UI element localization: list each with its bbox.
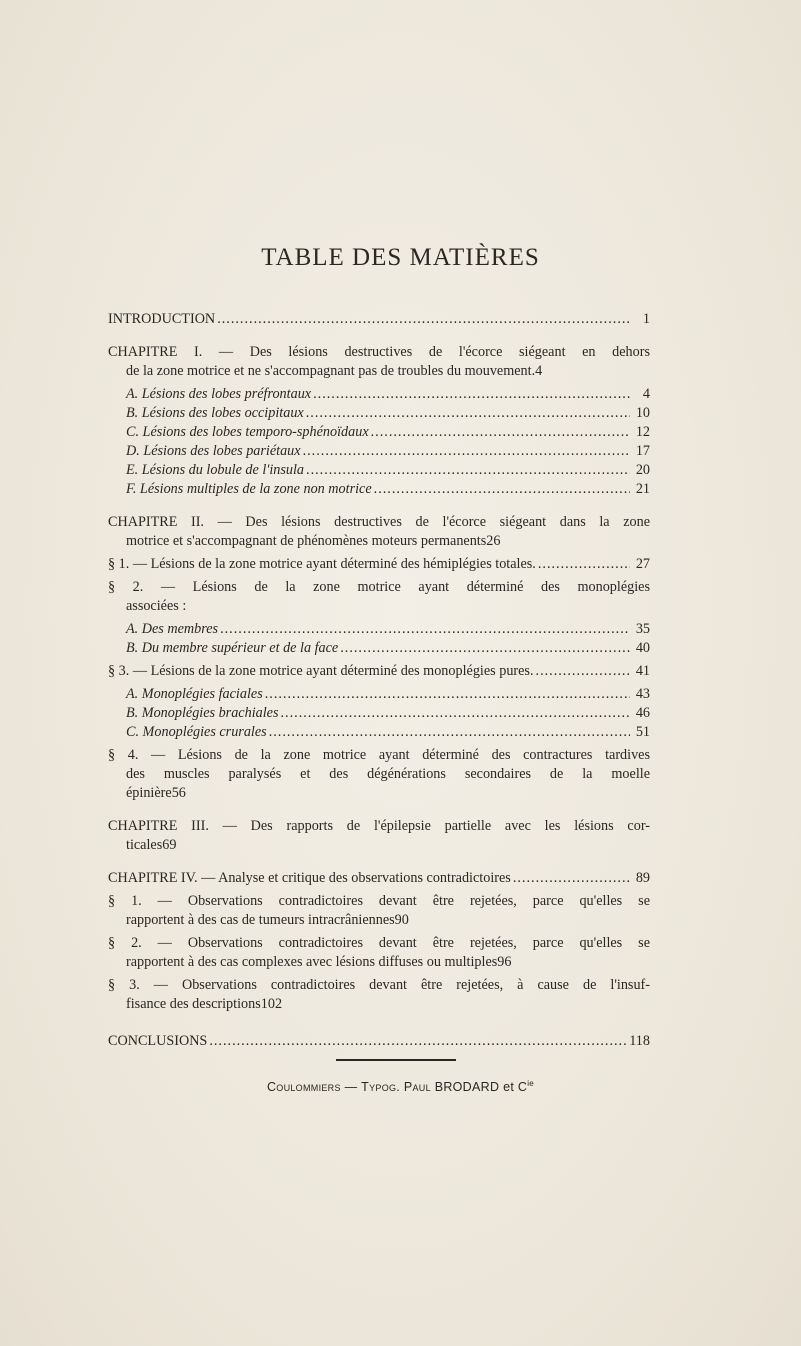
- imprint-typo: Typog.: [361, 1080, 401, 1095]
- toc-continuation: [108, 362, 650, 381]
- toc-continuation: [108, 532, 650, 551]
- leader-dots: [281, 704, 631, 723]
- toc-last-line: [126, 784, 650, 803]
- toc-page-number: 17: [635, 443, 650, 459]
- toc-label: CONCLUSIONS: [108, 1033, 208, 1049]
- leader-dots: [313, 385, 630, 404]
- toc-label: A. Monoplégies faciales: [126, 686, 263, 702]
- imprint-printer-sup: ie: [527, 1079, 535, 1088]
- toc-label-line: rapportent à des cas complexes avec lésions diffuses ou multiples: [126, 954, 498, 970]
- leader-dots: [513, 869, 630, 888]
- toc-label: E. Lésions du lobule de l'insula: [126, 462, 305, 478]
- toc-entry-ch1-f[interactable]: [108, 480, 650, 499]
- leader-dots: [209, 1032, 627, 1051]
- toc-entry-ch2-s3-c[interactable]: [108, 723, 650, 742]
- leader-dots: [303, 442, 630, 461]
- toc-page-number: 27: [635, 556, 650, 572]
- leader-dots: [265, 685, 630, 704]
- imprint-printer-first: Paul: [403, 1080, 431, 1095]
- toc-label-line: ticales: [126, 837, 163, 853]
- toc-label-line: § 1. — Observations contradictoires devant être rejetées, parce qu'elles se: [108, 893, 650, 909]
- toc-label: D. Lésions des lobes pariétaux: [126, 443, 301, 459]
- toc-page-number: 118: [629, 1033, 650, 1049]
- toc-label: B. Monoplégies brachiales: [126, 705, 279, 721]
- toc-page-number: 89: [635, 870, 650, 886]
- toc-label-line: § 3. — Observations contradictoires devant être rejetées, à cause de l'insuf-: [108, 977, 650, 993]
- toc-page-number: 41: [635, 663, 650, 679]
- toc-continuation: [108, 597, 650, 616]
- toc-label-line: CHAPITRE I. — Des lésions destructives de l'écorce siégeant en dehors: [108, 344, 650, 360]
- imprint-printer-name: BRODARD et C: [434, 1080, 528, 1095]
- toc-page-number: 4: [642, 386, 650, 402]
- toc-label-line: CHAPITRE III. — Des rapports de l'épilepsie partielle avec les lésions cor-: [108, 818, 650, 834]
- leader-dots: [371, 423, 630, 442]
- toc-label: CHAPITRE IV. — Analyse et critique des observations contradictoires: [108, 870, 511, 886]
- toc-continuation: [108, 836, 650, 855]
- toc-continuation: [108, 765, 650, 803]
- toc-entry-ch2-s2-a[interactable]: [108, 620, 650, 639]
- toc-page-number: 40: [635, 640, 650, 656]
- toc-entry-ch4-s1[interactable]: [108, 892, 650, 930]
- toc-entry-ch1-a[interactable]: [108, 385, 650, 404]
- printer-imprint: [0, 1079, 801, 1094]
- toc-entry-ch1-b[interactable]: [108, 404, 650, 423]
- toc-entry-ch2-s2-b[interactable]: [108, 639, 650, 658]
- toc-entry-conclusions[interactable]: [108, 1032, 650, 1051]
- toc-entry-chapter-3[interactable]: [108, 817, 650, 855]
- toc-entry-ch2-s4[interactable]: [108, 746, 650, 803]
- toc-entry-chapter-4[interactable]: [108, 869, 650, 888]
- toc-label: A. Des membres: [126, 621, 219, 637]
- imprint-city: Coulommiers: [266, 1080, 341, 1095]
- toc-page-number: 102: [260, 996, 283, 1012]
- toc-page-number: 12: [635, 424, 650, 440]
- toc-label-line: de la zone motrice et ne s'accompagnant pas de troubles du mouvement.: [126, 363, 536, 379]
- toc-label-line: des muscles paralysés et des dégénérations secondaires de la moelle: [126, 766, 650, 782]
- leader-dots: [269, 723, 630, 742]
- page-title: TABLE DES MATIÈRES: [261, 244, 540, 271]
- toc-label-line: épinière: [126, 785, 172, 801]
- toc-continuation: [108, 911, 650, 930]
- toc-label: A. Lésions des lobes préfrontaux: [126, 386, 312, 402]
- toc-page-number: 46: [635, 705, 650, 721]
- toc-page-number: 56: [171, 785, 186, 801]
- toc-page-number: 51: [635, 724, 650, 740]
- toc-continuation: [108, 953, 650, 972]
- toc-page-number: 43: [635, 686, 650, 702]
- toc-label: F. Lésions multiples de la zone non motrice: [126, 481, 372, 497]
- toc-label-line: rapportent à des cas de tumeurs intracrâniennes: [126, 912, 395, 928]
- toc-label-line: CHAPITRE II. — Des lésions destructives de l'écorce siégeant dans la zone: [108, 514, 650, 530]
- toc-page-number: 1: [642, 311, 650, 327]
- toc-page-number: 69: [162, 837, 177, 853]
- toc-page-number: 26: [486, 533, 501, 549]
- leader-dots: [340, 639, 630, 658]
- leader-dots: [217, 310, 630, 329]
- toc-page-number: 4: [535, 363, 543, 379]
- toc-label: B. Lésions des lobes occipitaux: [126, 405, 304, 421]
- toc-label-line: § 2. — Observations contradictoires devant être rejetées, parce qu'elles se: [108, 935, 650, 951]
- toc-entry-ch2-s3-b[interactable]: [108, 704, 650, 723]
- toc-entry-chapter-2[interactable]: [108, 513, 650, 551]
- toc-entry-ch2-s3-a[interactable]: [108, 685, 650, 704]
- toc-entry-ch2-s3[interactable]: [108, 662, 650, 681]
- divider-rule: [336, 1059, 456, 1061]
- toc-entry-ch1-d[interactable]: [108, 442, 650, 461]
- toc-page-number: 96: [497, 954, 512, 970]
- toc-label: § 3. — Lésions de la zone motrice ayant déterminé des monoplégies pures.: [108, 663, 534, 679]
- toc-entry-ch1-e[interactable]: [108, 461, 650, 480]
- toc-entry-ch2-s2[interactable]: [108, 578, 650, 616]
- toc-page-number: 10: [635, 405, 650, 421]
- leader-dots: [306, 461, 630, 480]
- toc-label: § 1. — Lésions de la zone motrice ayant déterminé des hémiplégies totales.: [108, 556, 536, 572]
- toc-page-number: 35: [635, 621, 650, 637]
- leader-dots: [374, 480, 630, 499]
- toc-entry-ch4-s3[interactable]: [108, 976, 650, 1014]
- toc-entry-introduction[interactable]: [108, 310, 650, 329]
- toc-page-number: 21: [635, 481, 650, 497]
- toc-label: C. Lésions des lobes temporo-sphénoïdaux: [126, 424, 369, 440]
- leader-dots: [220, 620, 630, 639]
- toc-entry-chapter-1[interactable]: [108, 343, 650, 381]
- toc-label-line: associées :: [126, 598, 187, 614]
- imprint-separator: —: [340, 1080, 362, 1095]
- toc-label-line: fisance des descriptions: [126, 996, 261, 1012]
- toc-label: INTRODUCTION: [108, 311, 216, 327]
- toc-label: B. Du membre supérieur et de la face: [126, 640, 339, 656]
- toc-label-line: § 4. — Lésions de la zone motrice ayant déterminé des contractures tardives: [108, 747, 650, 763]
- toc-page-number: 20: [635, 462, 650, 478]
- leader-dots: [306, 404, 630, 423]
- toc-continuation: [108, 995, 650, 1014]
- leader-dots: [538, 555, 630, 574]
- toc-entry-ch2-s1[interactable]: [108, 555, 650, 574]
- toc-entry-ch1-c[interactable]: [108, 423, 650, 442]
- toc-label-line: § 2. — Lésions de la zone motrice ayant déterminé des monoplégies: [108, 579, 650, 595]
- toc-page-number: 90: [394, 912, 409, 928]
- toc-label: C. Monoplégies crurales: [126, 724, 267, 740]
- toc-label-line: motrice et s'accompagnant de phénomènes moteurs permanents: [126, 533, 487, 549]
- table-of-contents: [108, 310, 650, 1051]
- leader-dots: [536, 662, 630, 681]
- toc-entry-ch4-s2[interactable]: [108, 934, 650, 972]
